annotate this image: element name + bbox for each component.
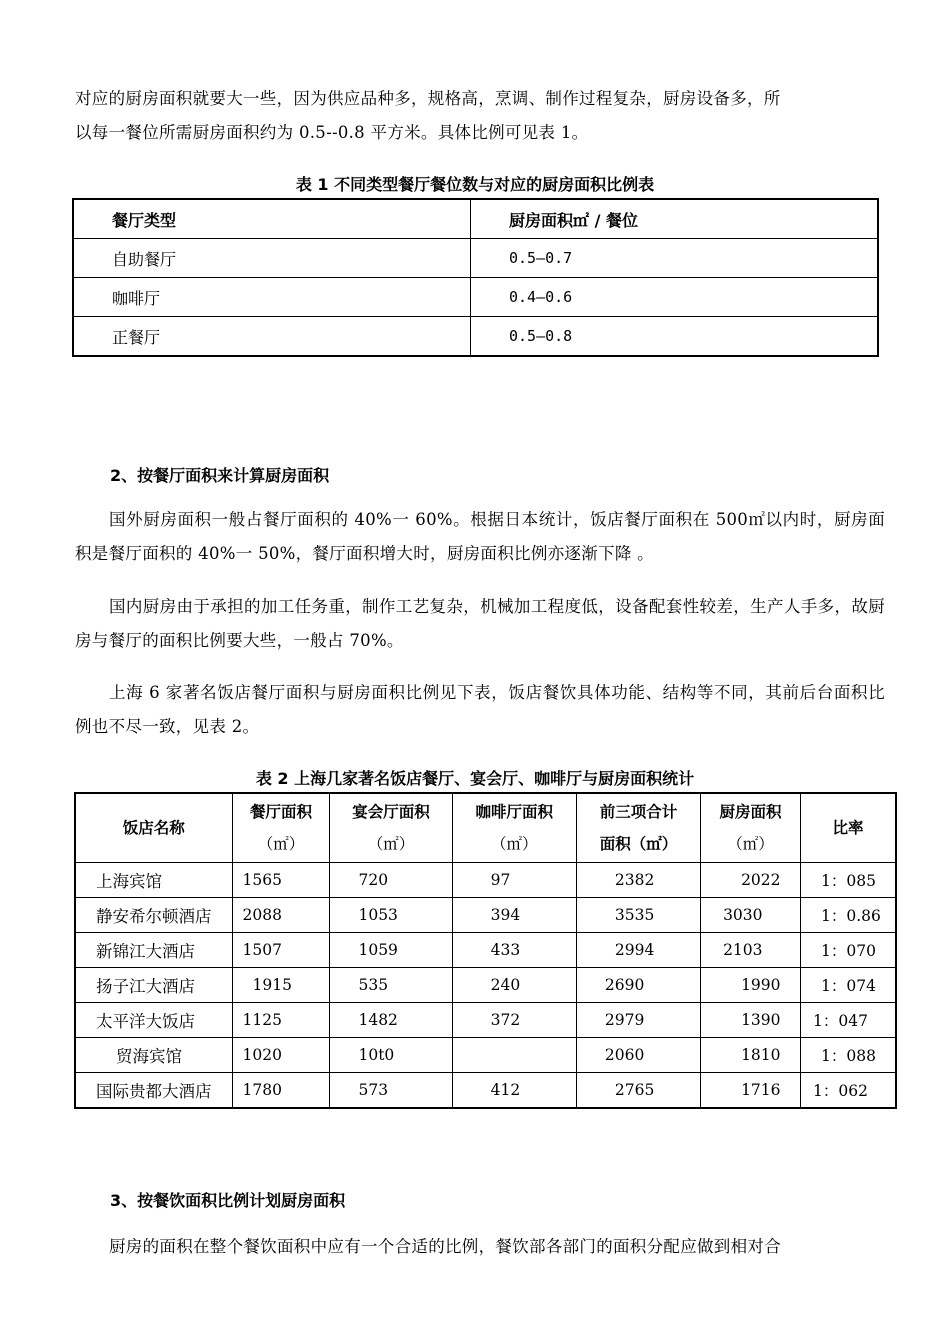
- table-2-caption: 表 2 上海几家著名饭店餐厅、宴会厅、咖啡厅与厨房面积统计: [255, 769, 695, 788]
- table-1-caption: 表 1 不同类型餐厅餐位数与对应的厨房面积比例表: [295, 175, 655, 194]
- table-2-cell-name: 国际贵都大酒店: [75, 1073, 232, 1109]
- section-2-heading: 2、按餐厅面积来计算厨房面积: [110, 466, 330, 485]
- paragraph-4: 上海 6 家著名饭店餐厅面积与厨房面积比例见下表，饭店餐饮具体功能、结构等不同，其前后台面积比例也不尽一致，见表 2。: [75, 683, 885, 736]
- table-2-cell-dining: 1125: [232, 1003, 330, 1038]
- table-1-cell-type: 自助餐厅: [73, 239, 471, 278]
- table-row: [73, 278, 878, 317]
- table-2-cell-name: 太平洋大饭店: [75, 1003, 232, 1038]
- table-2-cell-ratio: 1：047: [801, 1003, 896, 1038]
- table-1: [72, 198, 879, 357]
- table-2-cell-total: 2765: [576, 1073, 700, 1109]
- table-2-cell-cafe: 372: [452, 1003, 576, 1038]
- table-2-cell-ratio: 1：074: [801, 968, 896, 1003]
- table-2-cell-banquet: 1059: [330, 933, 452, 968]
- table-2-header-total: 前三项合计 面积（㎡）: [576, 793, 700, 863]
- table-2-cell-total: 2690: [576, 968, 700, 1003]
- table-1-cell-area: 0.4—0.6: [471, 278, 879, 317]
- table-2-cell-kitchen: 1990: [701, 968, 801, 1003]
- table-2-cell-name: 上海宾馆: [75, 863, 232, 898]
- table-2-header-name: 饭店名称: [75, 793, 232, 863]
- table-2-cell-kitchen: 2022: [701, 863, 801, 898]
- table-2-cell-kitchen: 1390: [701, 1003, 801, 1038]
- table-2-cell-banquet: 10t0: [330, 1038, 452, 1073]
- table-1-cell-type: 咖啡厅: [73, 278, 471, 317]
- table-2-cell-banquet: 720: [330, 863, 452, 898]
- table-row: [75, 1003, 896, 1038]
- table-2-cell-dining: 1565: [232, 863, 330, 898]
- table-2-cell-total: 2060: [576, 1038, 700, 1073]
- table-2-cell-cafe: 97: [452, 863, 576, 898]
- table-2-header-row: [75, 793, 896, 863]
- table-row: [73, 317, 878, 357]
- section-3-heading: 3、按餐饮面积比例计划厨房面积: [110, 1191, 346, 1210]
- table-2-cell-cafe: 433: [452, 933, 576, 968]
- table-1-cell-area: 0.5—0.8: [471, 317, 879, 357]
- table-1-header-type: 餐厅类型: [73, 199, 471, 239]
- paragraph-1-line-2: 以每一餐位所需厨房面积约为 0.5--0.8 平方米。具体比例可见表 1。: [75, 123, 589, 142]
- table-2-cell-kitchen: 3030: [701, 898, 801, 933]
- paragraph-2: 国外厨房面积一般占餐厅面积的 40%一 60%。根据日本统计，饭店餐厅面积在 500㎡以内时，厨房面积是餐厅面积的 40%一 50%，餐厅面积增大时，厨房面积比例亦逐渐下降 。: [75, 510, 885, 563]
- table-2-cell-cafe: 412: [452, 1073, 576, 1109]
- table-2-cell-cafe: 394: [452, 898, 576, 933]
- table-2-cell-cafe: [452, 1038, 576, 1073]
- table-2-cell-total: 2382: [576, 863, 700, 898]
- table-2-header-ratio: 比率: [801, 793, 896, 863]
- table-2-cell-dining: 2088: [232, 898, 330, 933]
- table-1-cell-area: 0.5—0.7: [471, 239, 879, 278]
- table-2-header-kitchen: 厨房面积 （㎡）: [701, 793, 801, 863]
- table-2-cell-kitchen: 1810: [701, 1038, 801, 1073]
- table-2: [74, 792, 897, 1109]
- paragraph-5: 厨房的面积在整个餐饮面积中应有一个合适的比例，餐饮部各部门的面积分配应做到相对合: [109, 1237, 781, 1256]
- table-2-cell-total: 2979: [576, 1003, 700, 1038]
- table-2-cell-name: 扬子江大酒店: [75, 968, 232, 1003]
- table-2-cell-banquet: 535: [330, 968, 452, 1003]
- table-2-header-banquet: 宴会厅面积 （㎡）: [330, 793, 452, 863]
- table-row: [73, 239, 878, 278]
- table-1-header-row: [73, 199, 878, 239]
- table-2-cell-ratio: 1：062: [801, 1073, 896, 1109]
- table-2-cell-ratio: 1：070: [801, 933, 896, 968]
- table-row: [75, 1038, 896, 1073]
- table-2-header-cafe: 咖啡厅面积 （㎡）: [452, 793, 576, 863]
- table-row: [75, 898, 896, 933]
- paragraph-1-line-1: 对应的厨房面积就要大一些，因为供应品种多，规格高，烹调、制作过程复杂，厨房设备多，所: [75, 89, 781, 108]
- table-2-cell-name: 静安希尔顿酒店: [75, 898, 232, 933]
- table-row: [75, 1073, 896, 1109]
- table-row: [75, 968, 896, 1003]
- table-2-cell-cafe: 240: [452, 968, 576, 1003]
- table-2-cell-banquet: 1482: [330, 1003, 452, 1038]
- table-row: [75, 863, 896, 898]
- table-2-cell-banquet: 1053: [330, 898, 452, 933]
- table-1-cell-type: 正餐厅: [73, 317, 471, 357]
- table-2-cell-dining: 1020: [232, 1038, 330, 1073]
- table-2-cell-kitchen: 2103: [701, 933, 801, 968]
- paragraph-3: 国内厨房由于承担的加工任务重，制作工艺复杂，机械加工程度低，设备配套性较差，生产人手多，故厨房与餐厅的面积比例要大些，一般占 70%。: [75, 597, 885, 650]
- table-2-header-dining: 餐厅面积 （㎡）: [232, 793, 330, 863]
- table-2-cell-dining: 1507: [232, 933, 330, 968]
- table-2-cell-dining: 1780: [232, 1073, 330, 1109]
- table-2-cell-dining: 1915: [232, 968, 330, 1003]
- table-row: [75, 933, 896, 968]
- table-2-cell-total: 2994: [576, 933, 700, 968]
- table-1-header-area: 厨房面积㎡ / 餐位: [471, 199, 879, 239]
- table-2-cell-ratio: 1：085: [801, 863, 896, 898]
- table-2-cell-ratio: 1：088: [801, 1038, 896, 1073]
- table-2-cell-name: 新锦江大酒店: [75, 933, 232, 968]
- table-2-cell-kitchen: 1716: [701, 1073, 801, 1109]
- table-2-cell-total: 3535: [576, 898, 700, 933]
- table-2-cell-banquet: 573: [330, 1073, 452, 1109]
- table-2-cell-name: 贸海宾馆: [75, 1038, 232, 1073]
- table-2-cell-ratio: 1：0.86: [801, 898, 896, 933]
